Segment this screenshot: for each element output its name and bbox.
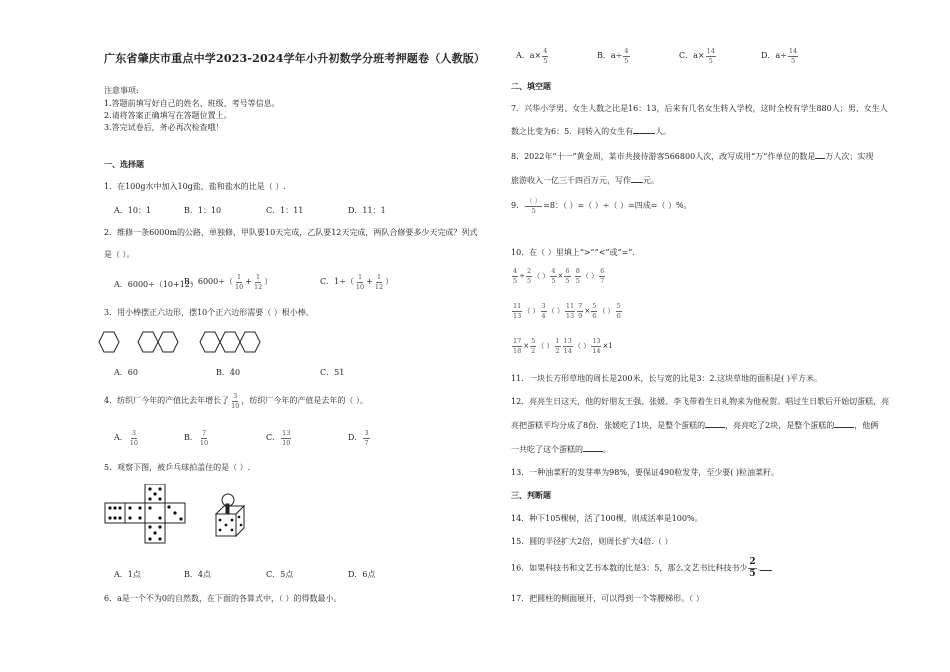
operator: （ ） bbox=[533, 272, 550, 280]
operator: × bbox=[523, 342, 530, 350]
q4-text: 4．纺织厂今年的产值比去年增长了 bbox=[104, 396, 230, 405]
operator: （ ） bbox=[523, 307, 540, 315]
q3-option-a: A．60 bbox=[114, 368, 138, 377]
fraction: $\frac{3}{4}$ bbox=[541, 302, 546, 320]
close-paren: ） bbox=[385, 277, 394, 286]
section-heading-choice: 一、选择题 bbox=[104, 159, 144, 169]
plus-sign: + bbox=[245, 277, 252, 286]
operator: ×1 bbox=[602, 342, 613, 350]
question-3: 3．用小棒摆正六边形，摆10个正六边形需要（ ）根小棒。 bbox=[104, 308, 314, 317]
hexagon-2a bbox=[138, 332, 158, 352]
fraction: $\frac{1}{10}$ bbox=[234, 273, 244, 291]
dice-net-figure bbox=[104, 484, 274, 556]
question-15: 15．圆的半径扩大2倍，则周长扩大4倍.（ ） bbox=[511, 537, 673, 546]
question-9: 9． $\frac{( )}{5}$ =8：（ ）=（ ）÷（ ）=四成=（ ）%。 bbox=[511, 197, 692, 215]
fraction: $\frac{8}{5}$ bbox=[575, 267, 580, 285]
hexagon-figures bbox=[96, 326, 266, 358]
operator: ÷ bbox=[519, 272, 526, 280]
notes-heading: 注意事项: bbox=[104, 86, 139, 95]
question-12-cont2: 一共吃了这个蛋糕的 。 bbox=[511, 445, 611, 454]
fraction: $\frac{13}{14}$ bbox=[563, 337, 572, 355]
operator: （ ） bbox=[598, 307, 615, 315]
section-heading-fill: 二、填空题 bbox=[511, 81, 551, 91]
question-14: 14．种下105棵树，活了100棵，则成活率是100%。 bbox=[511, 514, 703, 523]
question-1: 1．在100g水中加入10g盐，盐和盐水的比是（ ）. bbox=[104, 182, 286, 191]
fraction: $\frac{5}{6}$ bbox=[616, 302, 621, 320]
q3-option-b: B．40 bbox=[216, 368, 241, 377]
q1-option-b: B．1：10 bbox=[184, 206, 222, 215]
q10-row-2 bbox=[511, 303, 623, 319]
question-7-cont: 数之比变为6：5．问转入的女生有 人。 bbox=[511, 127, 672, 136]
q1-option-d: D．11：1 bbox=[348, 206, 386, 215]
q10-row-3 bbox=[511, 338, 613, 354]
hexagon-1 bbox=[99, 332, 119, 352]
question-10: 10．在（ ）里填上“>”“<”或“=”. bbox=[511, 248, 635, 257]
fraction: $\frac{17}{18}$ bbox=[513, 337, 522, 355]
q6-option-b: B．a÷ $\frac{4}{5}$ bbox=[597, 47, 629, 65]
fraction: $\frac{7}{9}$ bbox=[578, 302, 583, 320]
q6-option-c: C．a× $\frac{14}{5}$ bbox=[679, 47, 715, 65]
fraction: $\frac{4}{5}$ bbox=[513, 267, 518, 285]
fraction: $\frac{( )}{5}$ bbox=[526, 197, 542, 215]
question-7: 7．兴华小学男、女生人数之比是16：13，后来有几名女生转入学校，这时全校有学生880人；男、女生人 bbox=[511, 104, 888, 113]
fraction: $\frac{6}{7}$ bbox=[600, 267, 605, 285]
question-12: 12．亮亮生日这天，他的好朋友王强、张媛、李飞带着生日礼物来为他祝贺。唱过生日歌后开始切蛋糕，亮 bbox=[511, 397, 890, 406]
note-item: 2.请将答案正确填写在答题位置上。 bbox=[104, 111, 232, 120]
q6-option-d: D．a÷ $\frac{14}{5}$ bbox=[761, 47, 798, 65]
answer-blank[interactable] bbox=[760, 570, 772, 571]
hexagon-3b bbox=[220, 332, 240, 352]
fraction: $\frac{1}{12}$ bbox=[374, 273, 384, 291]
fraction: $\frac{6}{5}$ bbox=[565, 267, 570, 285]
answer-blank[interactable] bbox=[834, 427, 854, 428]
fraction: $\frac{4}{5}$ bbox=[551, 267, 556, 285]
question-16: 16．如果科技书和文艺书本数的比是3：5，那么文艺书比科技书少 $\frac{2}{5}$ . bbox=[511, 558, 772, 579]
q4-option-a: A． $\frac{3}{10}$ bbox=[114, 429, 139, 447]
q10-row-1 bbox=[511, 268, 606, 284]
q2-option-b-label: B．6000÷（ bbox=[184, 277, 233, 286]
hexagon-3c bbox=[240, 332, 260, 352]
close-paren: ） bbox=[264, 277, 273, 286]
operator: × bbox=[584, 307, 591, 315]
question-17: 17．把圆柱的侧面展开，可以得到一个等腰梯形。（ ） bbox=[511, 594, 704, 603]
q3-option-c: C．51 bbox=[320, 368, 345, 377]
q6-option-a: A．a× $\frac{4}{5}$ bbox=[516, 47, 548, 65]
plus-sign: + bbox=[366, 277, 373, 286]
hexagon-3a bbox=[200, 332, 220, 352]
question-2-cont: 是（ ）。 bbox=[104, 250, 135, 259]
question-4 bbox=[104, 393, 368, 409]
operator: （ ） bbox=[547, 307, 564, 315]
q4-option-c: C． $\frac{13}{10}$ bbox=[266, 429, 291, 447]
fraction: $\frac{1}{10}$ bbox=[355, 273, 365, 291]
question-8: 8．2022年“十一”黄金周，某市共接待游客566800人次，改写成用“万”作单位的数是 万人次；实现 bbox=[511, 152, 874, 161]
q5-option-b: B．4点 bbox=[184, 570, 211, 579]
fraction: $\frac{1}{12}$ bbox=[253, 273, 263, 291]
answer-blank[interactable] bbox=[705, 427, 725, 428]
answer-blank[interactable] bbox=[583, 451, 603, 452]
question-12-cont: 亮把蛋糕平均分成了8份．张媛吃了1块，是整个蛋糕的 ，亮亮吃了2块，是整个蛋糕的 ，他俩 bbox=[511, 421, 879, 430]
question-2: 2．维修一条6000m的公路，单独修，甲队要10天完成，乙队要12天完成，两队合修要多少天完成？列式 bbox=[104, 228, 478, 237]
answer-blank[interactable] bbox=[633, 133, 655, 134]
q1-option-a: A．10：1 bbox=[114, 206, 152, 215]
q4-option-b: B． $\frac{7}{10}$ bbox=[184, 429, 209, 447]
q2-option-a: A．6000÷（10+12） bbox=[114, 280, 198, 289]
fraction: $\frac{5}{2}$ bbox=[531, 337, 536, 355]
fraction: $\frac{5}{6}$ bbox=[592, 302, 597, 320]
note-item: 1.答题前填写好自己的姓名、班级、考号等信息。 bbox=[104, 99, 280, 108]
q2-option-c-label: C．1÷（ bbox=[320, 277, 354, 286]
q1-option-c: C．1：11 bbox=[266, 206, 304, 215]
question-11: 11．一块长方形草地的周长是200米，长与宽的比是3：2.这块草地的面积是( )平方米。 bbox=[511, 374, 822, 383]
question-13: 13．一种油菜籽的发芽率为98%，要保证490粒发芽，至少要( )粒油菜籽。 bbox=[511, 468, 780, 477]
q4-text: ，纺织厂今年的产值是去年的（ ）。 bbox=[241, 396, 368, 405]
operator bbox=[572, 272, 574, 280]
fraction: $\frac{3}{10}$ bbox=[231, 392, 240, 410]
operator: × bbox=[557, 272, 564, 280]
question-6: 6．a是一个不为0的自然数，在下面的各算式中，（ ）的得数最小。 bbox=[104, 594, 342, 603]
fraction: $\frac{11}{13}$ bbox=[565, 302, 575, 320]
operator: （ ） bbox=[537, 342, 554, 350]
q5-option-a: A．1点 bbox=[114, 570, 141, 579]
q5-option-d: D．6点 bbox=[348, 570, 376, 579]
hexagon-2b bbox=[158, 332, 178, 352]
fraction: $\frac{13}{14}$ bbox=[592, 337, 601, 355]
q2-option-b bbox=[184, 274, 272, 290]
q2-option-c bbox=[320, 274, 393, 290]
answer-blank[interactable] bbox=[815, 158, 825, 159]
fraction: $\frac{1}{2}$ bbox=[555, 337, 560, 355]
q5-option-c: C．5点 bbox=[266, 570, 294, 579]
question-8-cont: 旅游收入一亿三千四百万元，写作 元。 bbox=[511, 176, 659, 185]
operator: （ ） bbox=[573, 342, 591, 350]
fraction: $\frac{2}{5}$ bbox=[749, 557, 756, 579]
note-item: 3.答完试卷后，务必再次检查哦！ bbox=[104, 123, 224, 132]
operator: （ ） bbox=[581, 272, 599, 280]
answer-blank[interactable] bbox=[631, 182, 643, 183]
fraction: $\frac{2}{5}$ bbox=[527, 267, 532, 285]
fraction: $\frac{11}{13}$ bbox=[513, 302, 522, 320]
section-heading-judge: 三、判断题 bbox=[511, 490, 551, 500]
page-title: 广东省肇庆市重点中学2023-2024学年小升初数学分班考押题卷（人教版） bbox=[104, 52, 486, 65]
q4-option-d: D． $\frac{3}{7}$ bbox=[348, 429, 369, 447]
question-5: 5．观察下图，被乒乓球拍盖住的是（ ）. bbox=[104, 463, 251, 472]
